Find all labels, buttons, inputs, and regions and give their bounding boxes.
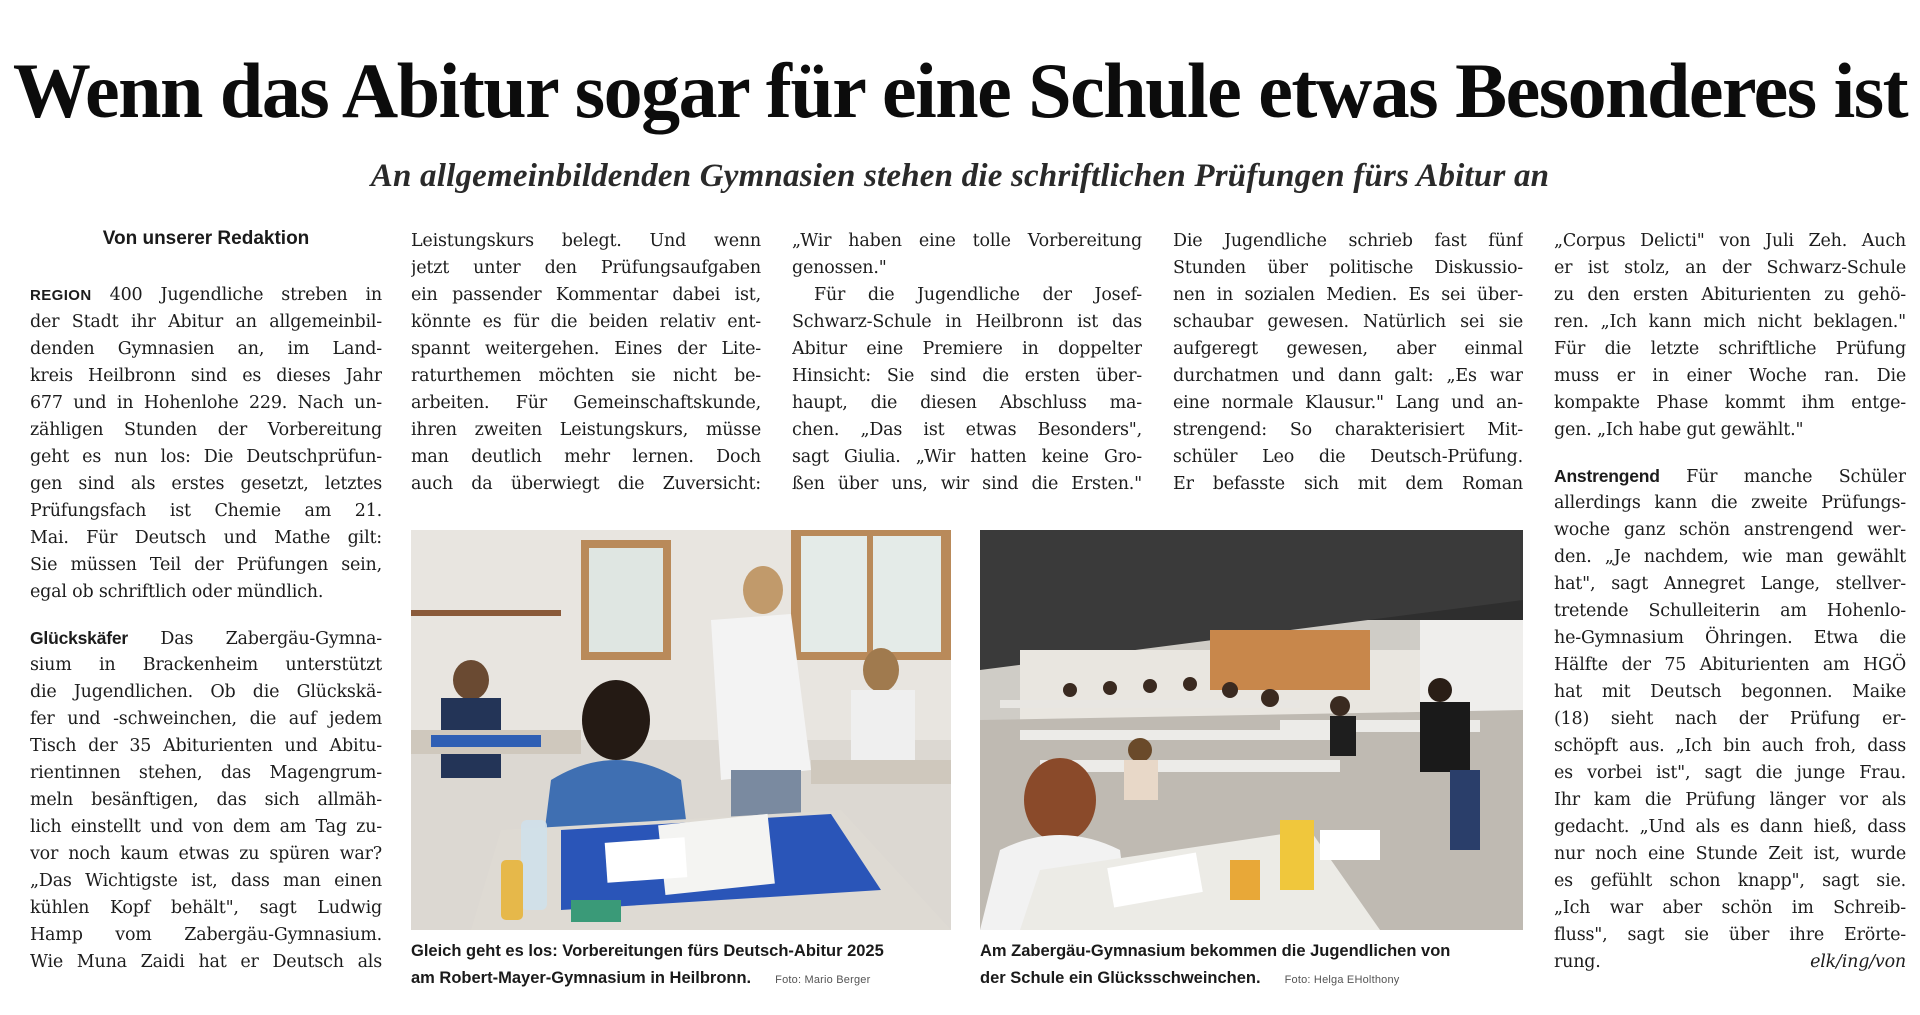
text-line: muss er in einer Woche ran. Die bbox=[1554, 366, 1906, 386]
article-column-5 bbox=[1554, 228, 1906, 976]
text-line: denden Gymnasien an, im Land- bbox=[30, 339, 382, 359]
text-line: es vorbei ist", sagt die junge Frau. bbox=[1554, 763, 1906, 783]
text-line: durchatmen und dann galt: „Es war bbox=[1173, 366, 1523, 386]
text-line: haupt, die diesen Abschluss ma- bbox=[792, 393, 1142, 413]
text-line: raturthemen möchten sie nicht be- bbox=[411, 366, 761, 386]
text-line: 677 und in Hohenlohe 229. Nach un- bbox=[30, 393, 382, 413]
text-line: allerdings kann die zweite Prüfungs- bbox=[1554, 493, 1906, 513]
text-line: Hamp vom Zabergäu-Gymnasium. bbox=[30, 925, 382, 945]
text-line: Abitur eine Premiere in doppelter bbox=[792, 339, 1142, 359]
text-line: eine normale Klausur." Lang und an- bbox=[1173, 393, 1523, 413]
text-line: Stunden über politische Diskussio- bbox=[1173, 258, 1523, 278]
photo-caption-1: Gleich geht es los: Vorbereitungen fürs Deutsch-Abitur 2025 am Robert-Mayer-Gymnasium in Heilbronn. Foto: Mario Berger bbox=[411, 942, 884, 987]
author-signature: elk/ing/von bbox=[1810, 952, 1906, 972]
text-line: „Corpus Delicti" von Juli Zeh. Auch bbox=[1554, 231, 1906, 251]
text-line: könnte es für die beiden relativ ent- bbox=[411, 312, 761, 332]
text-line: vor noch kaum etwas zu spüren war? bbox=[30, 844, 382, 864]
text-line: kompakte Phase kommt ihm entge- bbox=[1554, 393, 1906, 413]
text-line: he-Gymnasium Öhringen. Etwa die bbox=[1554, 628, 1906, 648]
text-line: rientinnen stehen, das Magengrum- bbox=[30, 763, 382, 783]
text-line: woche ganz schön anstrengend wer- bbox=[1554, 520, 1906, 540]
text-line: nen in sozialen Medien. Es sei über- bbox=[1173, 285, 1523, 305]
text-line: strengend: So charakterisiert Mit- bbox=[1173, 420, 1523, 440]
text-line: lich einstellt und von dem am Tag zu- bbox=[30, 817, 382, 837]
text-line: Er befasste sich mit dem Roman bbox=[1173, 474, 1523, 494]
text-line: schaubar gewesen. Natürlich sei sie bbox=[1173, 312, 1523, 332]
article-column-3 bbox=[792, 228, 1142, 498]
text-line: Sie müssen Teil der Prüfungen sein, bbox=[30, 555, 382, 575]
text-line: den. „Je nachdem, wie man gewählt bbox=[1554, 547, 1906, 567]
text-line: sagt Giulia. „Wir hatten keine Gro- bbox=[792, 447, 1142, 467]
article-column-2 bbox=[411, 228, 761, 498]
text-line: hat mit Deutsch begonnen. Maike bbox=[1554, 682, 1906, 702]
headline: Wenn das Abitur sogar für eine Schule etwas Besonderes ist bbox=[12, 47, 1908, 134]
text-line: nur noch eine Stunde Zeit ist, wurde bbox=[1554, 844, 1906, 864]
text-line: ren. „Ich kann mich nicht beklagen." bbox=[1554, 312, 1906, 332]
text-line: Für die Jugendliche der Josef- bbox=[814, 285, 1142, 305]
text-line: die Jugendlichen. Ob die Glückskä- bbox=[30, 682, 382, 702]
text-line: sium in Brackenheim unterstützt bbox=[30, 655, 382, 675]
text-line: kreis Heilbronn sind es dieses Jahr bbox=[30, 366, 382, 386]
text-line: man deutlich mehr lernen. Doch bbox=[411, 447, 761, 467]
text-line: schöpft aus. „Ich bin auch froh, dass bbox=[1554, 736, 1906, 756]
text-line: spannt weitergehen. Eines der Lite- bbox=[411, 339, 761, 359]
text-line: zähligen Stunden der Vorbereitung bbox=[30, 420, 382, 440]
text-line: fer und -schweinchen, die auf jedem bbox=[30, 709, 382, 729]
text-line: arbeiten. Für Gemeinschaftskunde, bbox=[411, 393, 761, 413]
text-line: rung. elk/ing/von bbox=[1554, 949, 1906, 976]
article-column-1 bbox=[30, 282, 382, 976]
subheadline: An allgemeinbildenden Gymnasien stehen die schriftlichen Prüfungen fürs Abitur an bbox=[370, 158, 1550, 194]
photo-exam-hall bbox=[980, 530, 1523, 930]
text-line: gen. „Ich habe gut gewählt." bbox=[1554, 420, 1804, 440]
text-line: Anstrengend Für manche Schüler bbox=[1554, 466, 1906, 487]
text-line: Prüfungsfach ist Chemie am 21. bbox=[30, 501, 382, 521]
text-line: Ihr kam die Prüfung länger vor als bbox=[1554, 790, 1906, 810]
text-line: gen sind als erstes gesetzt, letztes bbox=[30, 474, 382, 494]
photo-credit-2: Foto: Helga EHolthony bbox=[1284, 974, 1400, 986]
text-line: Leistungskurs belegt. Und wenn bbox=[411, 231, 761, 251]
text-line: der Stadt ihr Abitur an allgemeinbil- bbox=[30, 312, 382, 332]
text-line: ein passender Kommentar dabei ist, bbox=[411, 285, 761, 305]
text-line: fluss", sagt sie über ihre Erörte- bbox=[1554, 925, 1906, 945]
text-line: gedacht. „Und als es dann hieß, dass bbox=[1554, 817, 1906, 837]
dateline: REGION bbox=[30, 287, 92, 304]
text-line: „Das Wichtigste ist, dass man einen bbox=[30, 871, 382, 891]
text-line: Glückskäfer Das Zabergäu-Gymna- bbox=[30, 628, 382, 649]
text-line: chen. „Das ist etwas Besonders", bbox=[792, 420, 1142, 440]
text-line: „Ich war aber schön im Schreib- bbox=[1554, 898, 1906, 918]
text-line: Für die letzte schriftliche Prüfung bbox=[1554, 339, 1906, 359]
photo-caption-2: Am Zabergäu-Gymnasium bekommen die Jugendlichen von der Schule ein Glücksschweinchen. Foto: Helga EHolthony bbox=[980, 942, 1451, 987]
text-line: (18) sieht nach der Prüfung er- bbox=[1554, 709, 1906, 729]
text-line: Hinsicht: Sie sind die ersten über- bbox=[792, 366, 1142, 386]
text-line: egal ob schriftlich oder mündlich. bbox=[30, 582, 324, 602]
subheading-glueckskaefer: Glückskäfer bbox=[30, 628, 128, 648]
text-line: ßen über uns, wir sind die Ersten." bbox=[792, 474, 1142, 494]
text-line: meln besänftigen, das sich allmäh- bbox=[30, 790, 382, 810]
text-line: er ist stolz, an der Schwarz-Schule bbox=[1554, 258, 1906, 278]
text-line: Hälfte der 75 Abiturienten am HGÖ bbox=[1554, 655, 1906, 675]
text-line: auch da überwiegt die Zuversicht: bbox=[411, 474, 761, 494]
text-line: Schwarz-Schule in Heilbronn ist das bbox=[792, 312, 1142, 332]
text-line: tretende Schulleiterin am Hohenlo- bbox=[1554, 601, 1906, 621]
photo-credit-1: Foto: Mario Berger bbox=[775, 974, 871, 986]
article-column-4 bbox=[1173, 228, 1523, 498]
text-line: es gefühlt schon knapp", sagt sie. bbox=[1554, 871, 1906, 891]
text-line: jetzt unter den Prüfungsaufgaben bbox=[411, 258, 761, 278]
text-line: hat", sagt Annegret Lange, stellver- bbox=[1554, 574, 1906, 594]
text-line: Mai. Für Deutsch und Mathe gilt: bbox=[30, 528, 382, 548]
text-line: Wie Muna Zaidi hat er Deutsch als bbox=[30, 952, 382, 972]
subheading-anstrengend: Anstrengend bbox=[1554, 466, 1660, 486]
byline: Von unserer Redaktion bbox=[102, 228, 310, 249]
text-line: ihren zweiten Leistungskurs, müsse bbox=[411, 420, 761, 440]
text-line: „Wir haben eine tolle Vorbereitung bbox=[792, 231, 1142, 251]
text-line: Die Jugendliche schrieb fast fünf bbox=[1173, 231, 1523, 251]
text-line: schüler Leo die Deutsch-Prüfung. bbox=[1173, 447, 1523, 467]
text-line: zu den ersten Abiturienten zu gehö- bbox=[1554, 285, 1906, 305]
text-line: kühlen Kopf behält", sagt Ludwig bbox=[30, 898, 382, 918]
text-line: aufgeregt gewesen, aber einmal bbox=[1173, 339, 1523, 359]
text-line: genossen." bbox=[792, 258, 887, 278]
text-line: REGION 400 Jugendliche streben in bbox=[30, 285, 382, 305]
photo-exam-preparation bbox=[411, 530, 951, 930]
text-line: geht es nun los: Die Deutschprüfun- bbox=[30, 447, 382, 467]
text-line: Tisch der 35 Abiturienten und Abitu- bbox=[30, 736, 382, 756]
